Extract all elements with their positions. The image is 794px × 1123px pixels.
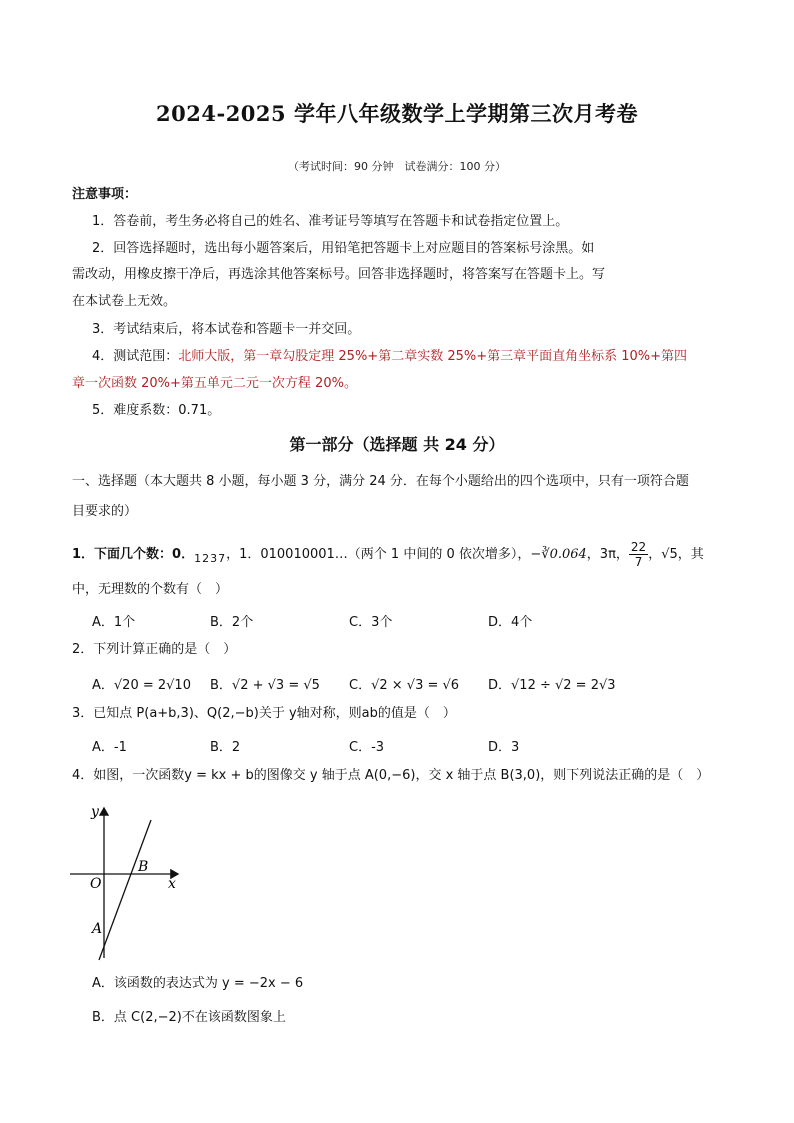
notice-item-3: 3．考试结束后，将本试卷和答题卡一并交回。 [92,322,361,337]
notice-item-2-line-3: 在本试卷上无效。 [72,294,177,309]
y-axis-label: y [91,804,99,820]
q1-option-d: D．4个 [488,615,533,630]
notice-item-4-prefix: 4．测试范围： [92,349,179,364]
notice-item-4-line-2: 章一次函数 20%+第五单元二元一次方程 20%。 [72,376,357,391]
notice-item-2-line-2: 需改动，用橡皮擦干净后，再选涂其他答案标号。回答非选择题时，将答案写在答题卡上。写 [72,267,606,282]
section-intro-line-2: 目要求的） [72,504,138,519]
q4-option-b: B．点 C(2,−2)不在该函数图象上 [92,1010,286,1025]
question-1-stem [72,540,704,569]
point-b-label: B [138,859,149,875]
question-4-stem: 4．如图，一次函数y = kx + b的图像交 y 轴于点 A(0,−6)，交 x 轴于点 B(3,0)，则下列说法正确的是（ ） [72,768,710,783]
page-title: 2024-2025 学年八年级数学上学期第三次月考卷 [156,101,638,126]
notice-item-5: 5．难度系数：0.71。 [92,403,221,418]
exam-info: （考试时间：90 分钟 试卷满分：100 分） [288,160,506,173]
cube-root-term: −∛0.064 [530,547,587,562]
q3-option-d: D．3 [488,740,520,755]
sqrt5-term: ，√5，其 [648,547,704,562]
q3-option-a: A．-1 [92,740,127,755]
q1-option-c: C．3个 [349,615,393,630]
q2-option-a: A．√20 = 2√10 [92,678,191,693]
q1-part2: ，1．010010001…（两个 1 中间的 0 依次增多）， [226,547,531,562]
function-graph [66,796,196,966]
question-1-line-2: 中，无理数的个数有（ ） [72,582,229,597]
x-axis-label: x [168,876,176,892]
q1-lead: 1．下面几个数：0． [72,547,195,562]
question-3-stem: 3．已知点 P(a+b,3)、Q(2,−b)关于 y轴对称，则ab的值是（ ） [72,706,456,721]
pi-term: ，3π， [586,547,629,562]
q2-option-c: C．√2 × √3 = √6 [349,678,460,693]
fraction-numerator: 22 [630,540,647,554]
question-2-stem: 2．下列计算正确的是（ ） [72,642,237,657]
notice-item-1: 1．答卷前，考生务必将自己的姓名、准考证号等填写在答题卡和试卷指定位置上。 [92,214,569,229]
test-scope: 北师大版，第一章勾股定理 25%+第二章实数 25%+第三章平面直角坐标系 10%+第四 [178,349,688,364]
q2-option-d: D．√12 ÷ √2 = 2√3 [488,678,616,693]
q1-option-a: A．1个 [92,615,136,630]
repeating-decimal: 1237 [194,552,227,565]
section-heading: 第一部分（选择题 共 24 分） [289,435,505,454]
q3-option-c: C．-3 [349,740,385,755]
q3-option-b: B．2 [210,740,241,755]
notice-item-4-line-1 [92,348,687,366]
function-line [99,820,151,960]
notice-item-2-line-1: 2．回答选择题时，选出每小题答案后，用铅笔把答题卡上对应题目的答案标号涂黑。如 [92,241,595,256]
q1-option-b: B．2个 [210,615,254,630]
point-a-label: A [92,921,103,937]
section-intro-line-1: 一、选择题（本大题共 8 小题，每小题 3 分，满分 24 分．在每个小题给出的四个选项中，只有一项符合题 [72,474,689,489]
fraction-denominator: 7 [634,555,643,569]
notice-heading: 注意事项： [72,187,138,202]
origin-label: O [90,876,102,892]
q4-option-a: A．该函数的表达式为 y = −2x − 6 [92,976,304,991]
fraction-22-7 [629,540,648,569]
q2-option-b: B．√2 + √3 = √5 [210,678,320,693]
